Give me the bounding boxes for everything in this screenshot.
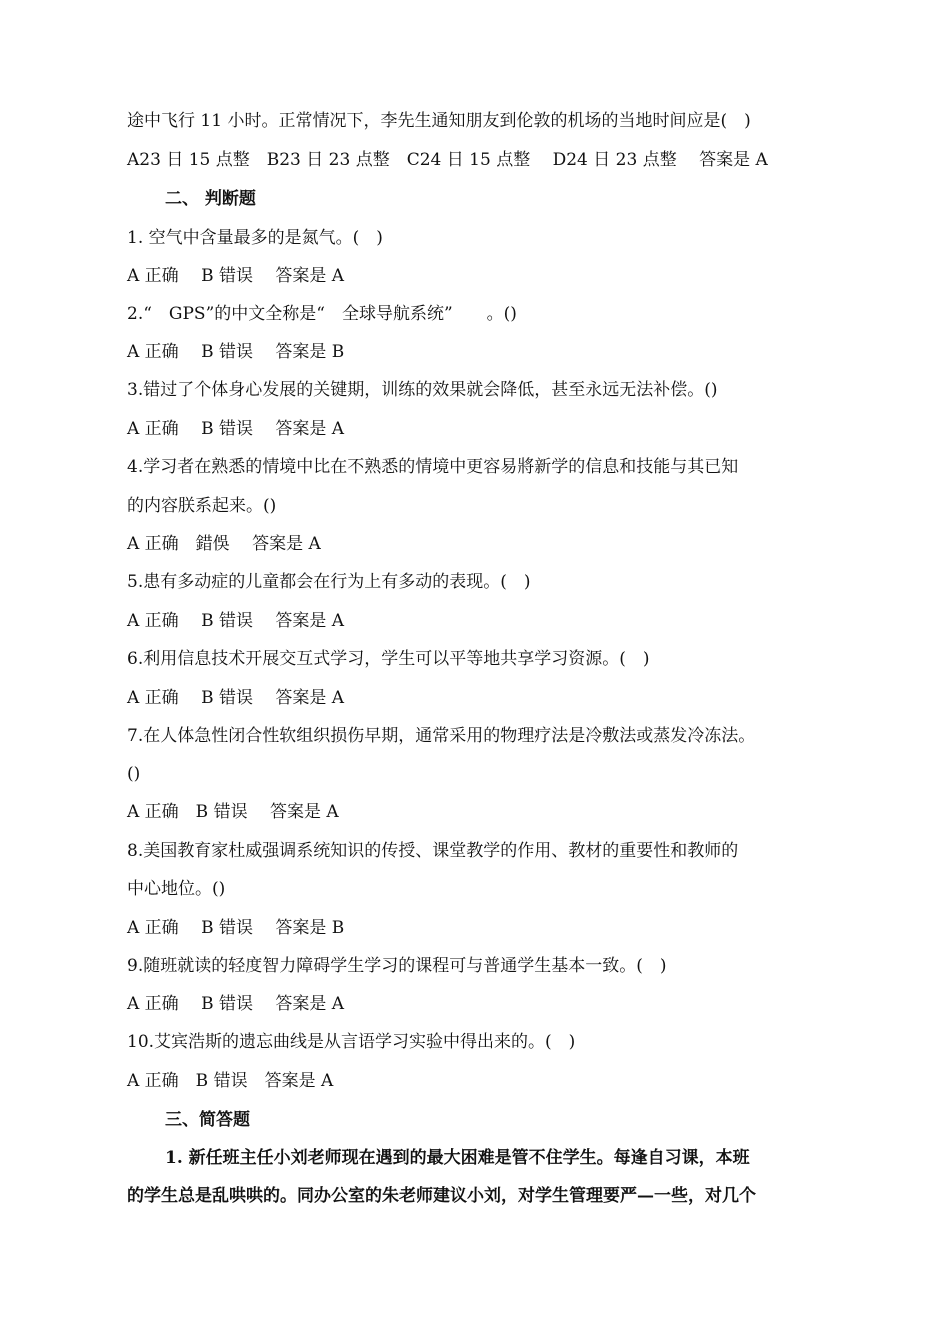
answer-3: A 正确 B 错误 答案是 A	[127, 419, 345, 439]
answer-2: A 正确 B 错误 答案是 B	[127, 342, 345, 362]
short-answer-question-1: 1. 新任班主任小刘老师现在遇到的最大困难是管不住学生。每逢自习课，本班	[165, 1148, 750, 1168]
answer-7: A 正确 B 错误 答案是 A	[127, 802, 339, 822]
question-2: 2.“ GPS”的中文全称是“ 全球导航系统” 。()	[127, 304, 517, 324]
question-7-continued: ()	[127, 764, 141, 784]
question-8-continued: 中心地位。()	[127, 879, 226, 899]
question-5: 5.患有多动症的儿童都会在行为上有多动的表现。( )	[127, 572, 531, 592]
answer-4: A 正确 錯俁 答案是 A	[127, 534, 321, 554]
question-6: 6.利用信息技术开展交互式学习，学生可以平等地共享学习资源。( )	[127, 649, 650, 669]
answer-8: A 正确 B 错误 答案是 B	[127, 918, 345, 938]
section-heading-short-answer: 三、简答题	[165, 1110, 250, 1130]
answer-1: A 正确 B 错误 答案是 A	[127, 266, 345, 286]
multiple-choice-options: A23 日 15 点整 B23 日 23 点整 C24 日 15 点整 D24 日 23 点整 答案是 A	[127, 150, 768, 170]
question-7: 7.在人体急性闭合性软组织损伤早期，通常采用的物理疗法是冷敷法或蒸发冷冻法。	[127, 726, 756, 746]
answer-9: A 正确 B 错误 答案是 A	[127, 994, 345, 1014]
question-10: 10.艾宾浩斯的遗忘曲线是从言语学习实验中得出来的。( )	[127, 1032, 576, 1052]
question-3: 3.错过了个体身心发展的关键期，训练的效果就会降低，甚至永远无法补偿。()	[127, 380, 718, 400]
answer-10: A 正确 B 错误 答案是 A	[127, 1071, 334, 1091]
section-heading-true-false: 二、 判断题	[165, 189, 256, 209]
question-4: 4.学习者在熟悉的情境中比在不熟悉的情境中更容易將新学的信息和技能与其已知	[127, 457, 739, 477]
short-answer-question-1-continued: 的学生总是乱哄哄的。同办公室的朱老师建议小刘，对学生管理要严—一些，对几个	[127, 1186, 756, 1206]
question-continuation: 途中飞行 11 小时。正常情况下，李先生通知朋友到伦敦的机场的当地时间应是( )	[127, 111, 751, 131]
question-1: 1. 空气中含量最多的是氮气。( )	[127, 228, 383, 248]
question-4-continued: 的内容朕系起来。()	[127, 496, 277, 516]
question-8: 8.美国教育家杜威强调系统知识的传授、课堂教学的作用、教材的重要性和教师的	[127, 841, 739, 861]
answer-6: A 正确 B 错误 答案是 A	[127, 688, 345, 708]
question-9: 9.随班就读的轻度智力障碍学生学习的课程可与普通学生基本一致。( )	[127, 956, 667, 976]
answer-5: A 正确 B 错误 答案是 A	[127, 611, 345, 631]
